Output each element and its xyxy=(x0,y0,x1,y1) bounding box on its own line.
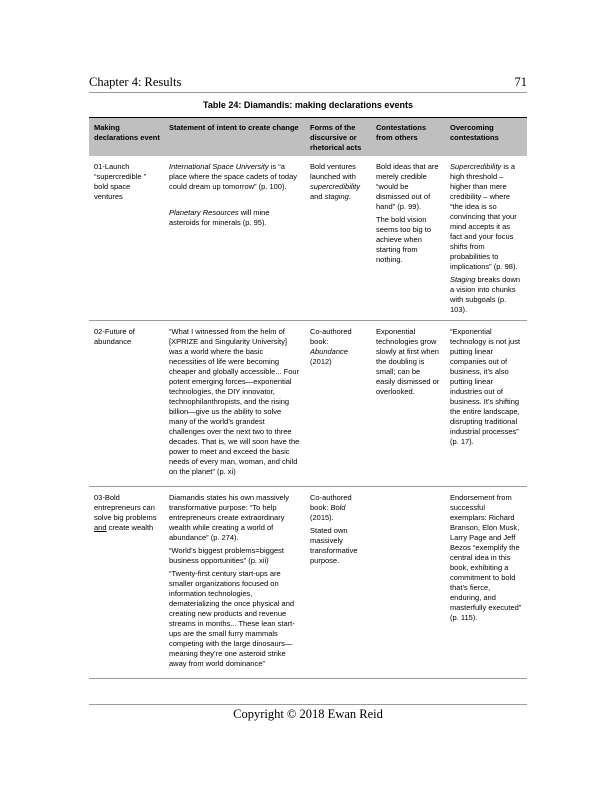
table-row xyxy=(89,156,527,321)
table-cell xyxy=(371,156,445,321)
cell-paragraph: Exponential technologies grow slowly at first when the doubling is small; can be easily dismissed or overlooked. xyxy=(376,327,440,396)
running-footer xyxy=(89,704,527,722)
running-header xyxy=(89,75,527,93)
cell-paragraph: The bold vision seems too big to achieve when starting from nothing. xyxy=(376,215,432,264)
chapter-title: Chapter 4: Results xyxy=(89,75,182,89)
cell-paragraph: Bold ideas that are merely credible “would be dismissed out of hand” (p. 99). xyxy=(376,162,439,211)
table-cell xyxy=(371,487,445,679)
column-header-2: Forms of the discursive or rhetorical acts xyxy=(310,123,362,152)
cell-paragraph: “Twenty-first century start-ups are smaller organizations focused on information technologies, dematerializing the once physical and creating new products and revenue streams in months... These lean start-ups are the small furry mammals competing with the large dinosaurs—meaning they’re one asteroid strike away from world dominance” xyxy=(169,569,295,668)
table-cell xyxy=(371,321,445,487)
table-cell xyxy=(305,321,371,487)
cell-paragraph: 03-Bold entrepreneurs can solve big problems and create wealth xyxy=(94,493,157,532)
table-row xyxy=(89,321,527,487)
cell-paragraph: International Space University is “a place where the space cadets of today could dream up tomorrow” (p. 100). xyxy=(169,162,297,191)
table-head-row xyxy=(89,118,527,157)
column-header-0: Making declarations event xyxy=(94,123,160,142)
table-cell xyxy=(445,321,527,487)
cell-paragraph: Co-authored book: Abundance (2012) xyxy=(310,327,352,366)
column-header-3: Contestations from others xyxy=(376,123,427,142)
page-content xyxy=(89,75,527,679)
cell-paragraph: “What I witnessed from the helm of [XPRIZE and Singularity University] was a world where the basic necessities of life were becoming cheaper and globally accessible... Four potent emerging forces—exponential technologies, the DIY innovator, technophilanthropists, and the rising billion—give us the ability to solve many of the world’s grandest challenges over the next two to three decades. That is, we will soon have the power to meet and exceed the basic needs of every man, woman, and child on the planet” (p. xi) xyxy=(169,327,300,476)
table-body xyxy=(89,156,527,679)
cell-paragraph: Stated own massively transformative purpose. xyxy=(310,526,358,565)
cell-paragraph: Bold ventures launched with supercredibility and staging. xyxy=(310,162,361,201)
table-cell xyxy=(305,156,371,321)
table-cell xyxy=(305,487,371,679)
column-header-1: Statement of intent to create change xyxy=(169,123,299,132)
table-cell xyxy=(445,487,527,679)
cell-paragraph xyxy=(169,195,301,205)
cell-paragraph: “World’s biggest problems=biggest business opportunities” (p. xii) xyxy=(169,546,284,565)
column-header-4: Overcoming contestations xyxy=(450,123,499,142)
cell-paragraph: 02-Future of abundance xyxy=(94,327,135,346)
table-head xyxy=(89,118,527,157)
table-cell xyxy=(164,321,305,487)
table-cell xyxy=(164,156,305,321)
cell-paragraph: Co-authored book: Bold (2015). xyxy=(310,493,352,522)
page-number: 71 xyxy=(514,75,527,89)
table-cell xyxy=(89,487,164,679)
copyright-text: Copyright © 2018 Ewan Reid xyxy=(233,707,383,721)
cell-paragraph: Endorsement from successful exemplars: Richard Branson, Elon Musk, Larry Page and Jeff Bezos “exemplify the central idea in this book, exhibiting a commitment to bold that’s fierce, enduring, and masterfully executed” (p. 115). xyxy=(450,493,522,622)
cell-paragraph: “Exponential technology is not just putting linear companies out of business, it’s also putting linear industries out of business. It’s shifting the entire landscape, disrupting traditional industrial processes” (p. 17). xyxy=(450,327,521,446)
cell-paragraph: Supercredibility is a high threshold – higher than mere credibility – where “the idea is so convincing that your mind accepts it as fact and your focus shifts from probabilities to implications” (p. 98). xyxy=(450,162,518,271)
table-row xyxy=(89,487,527,679)
table-cell xyxy=(89,156,164,321)
table-cell xyxy=(89,321,164,487)
table-cell xyxy=(164,487,305,679)
table-cell xyxy=(445,156,527,321)
cell-paragraph: 01-Launch “supercredible ” bold space ventures xyxy=(94,162,147,201)
declarations-table xyxy=(89,117,527,679)
cell-paragraph: Staging breaks down a vision into chunks with subgoals (p. 103). xyxy=(450,275,521,314)
table-title: Table 24: Diamandis: making declarations events xyxy=(203,100,413,110)
cell-paragraph: Planetary Resources will mine asteroids for minerals (p. 95). xyxy=(169,208,270,227)
cell-paragraph: Diamandis states his own massively transformative purpose: “To help entrepreneurs create extraordinary wealth while creating a world of abundance” (p. 274). xyxy=(169,493,290,542)
